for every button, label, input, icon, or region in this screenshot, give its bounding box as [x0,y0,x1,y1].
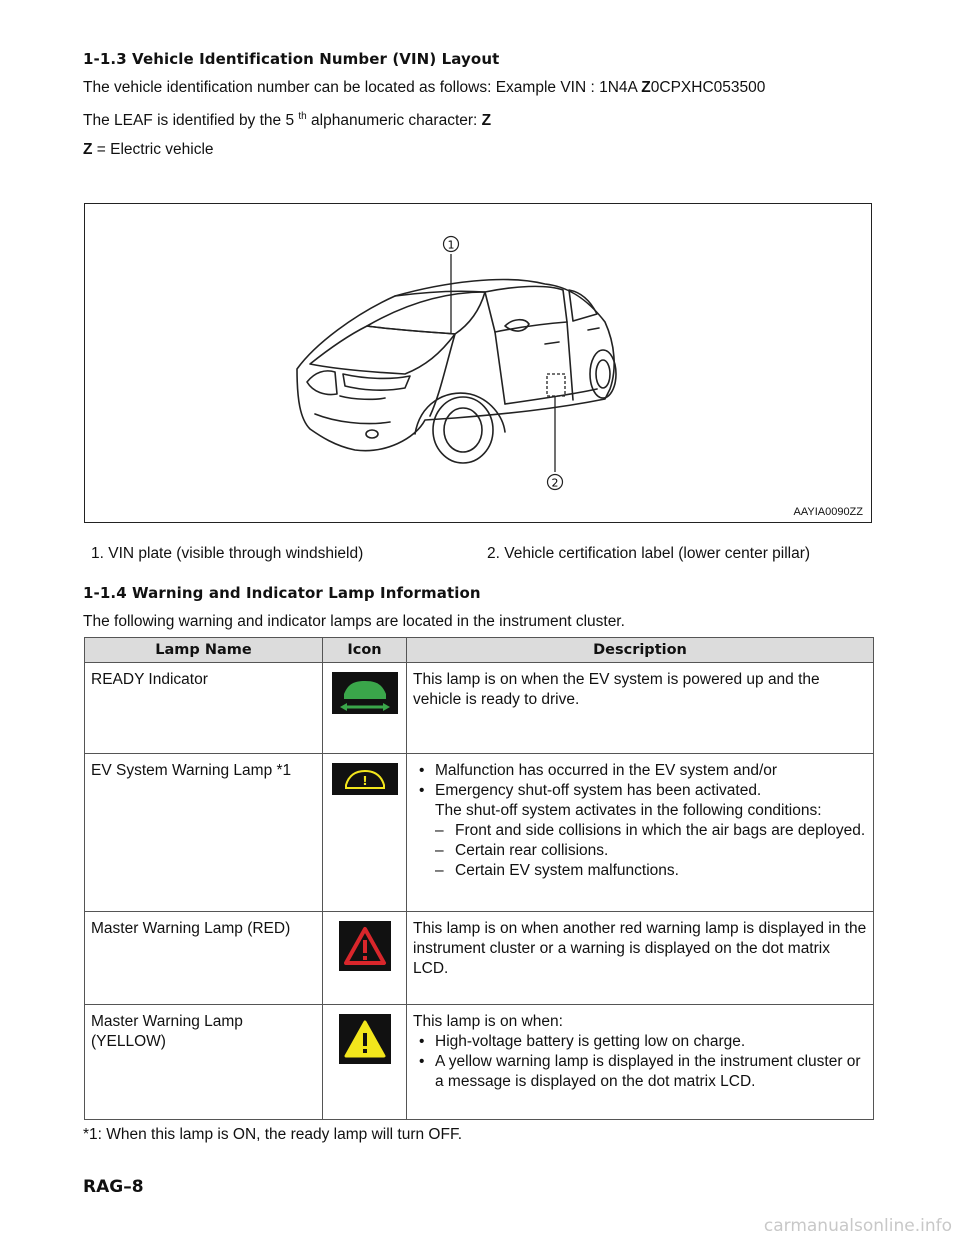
caption-vin-plate: 1. VIN plate (visible through windshield) [91,545,364,562]
lamp-table [84,637,874,1120]
svg-text:!: ! [361,774,368,788]
vin-example-line: The vehicle identification number can be located as follows: Example VIN : 1N4A Z0CPXHC053500 [83,79,766,96]
lamp-name: EV System Warning Lamp *1 [85,754,323,912]
list-item: – Certain rear collisions. [435,841,867,861]
table-row [85,912,874,1005]
red-warning-triangle-icon [339,921,391,971]
yellow-warning-triangle-icon [339,1014,391,1064]
lamp-name: Master Warning Lamp (YELLOW) [85,1005,323,1120]
figure-code: AAYIA0090ZZ [793,506,863,518]
lamp-description: This lamp is on when: • High-voltage battery is getting low on charge. • A yellow warning lamp is displayed in the instrument cluster or a message is displayed on the dot matrix LCD. [407,1005,874,1120]
section-title-lamps: 1-1.4 Warning and Indicator Lamp Information [83,584,481,602]
table-row [85,1005,874,1120]
callout-1: 1 [447,238,455,252]
list-item: • High-voltage battery is getting low on charge. [413,1032,867,1052]
vehicle-figure [84,203,872,523]
ev-system-warning-icon [332,763,398,795]
list-item: – Front and side collisions in which the air bags are deployed. [435,821,867,841]
header-lamp-name: Lamp Name [85,638,323,663]
section-title-vin: 1-1.3 Vehicle Identification Number (VIN) Layout [83,50,500,68]
footnote: *1: When this lamp is ON, the ready lamp will turn OFF. [83,1126,463,1143]
list-item: • A yellow warning lamp is displayed in the instrument cluster or a message is displayed on the dot matrix LCD. [413,1052,867,1092]
ready-car-icon [332,672,398,714]
vin-section [83,50,873,169]
lamp-description: This lamp is on when another red warning lamp is displayed in the instrument cluster or a warning is displayed on the dot matrix LCD. [407,912,874,1005]
callout-2: 2 [551,476,559,490]
watermark: carmanualsonline.info [763,1216,952,1236]
list-item: • Malfunction has occurred in the EV system and/or [413,761,867,781]
page-number: RAG–8 [83,1177,144,1197]
header-icon: Icon [323,638,407,663]
z-meaning-line: Z = Electric vehicle [83,141,214,159]
list-item: • Emergency shut-off system has been activated. [413,781,867,801]
leaf-identifier-line: The LEAF is identified by the 5 $^{th}$ alphanumeric character: Z [83,111,492,130]
table-row [85,754,874,912]
lamp-intro: The following warning and indicator lamps are located in the instrument cluster. [83,613,625,630]
table-header-row [85,638,874,663]
lamp-description: This lamp is on when the EV system is powered up and the vehicle is ready to drive. [407,663,874,754]
car-illustration [85,204,871,522]
header-description: Description [407,638,874,663]
caption-certification-label: 2. Vehicle certification label (lower center pillar) [487,545,811,562]
lamp-section [83,584,873,641]
table-row [85,663,874,754]
lamp-name: Master Warning Lamp (RED) [85,912,323,1005]
lamp-name: READY Indicator [85,663,323,754]
lamp-description: • Malfunction has occurred in the EV system and/or • Emergency shut-off system has been activated. The shut-off system activates in the following conditions: – Front and side collisions in which the air bags are deployed. – Certain rear collisions. – Certain EV system malfunctions. [407,754,874,912]
list-item: – Certain EV system malfunctions. [435,861,867,881]
